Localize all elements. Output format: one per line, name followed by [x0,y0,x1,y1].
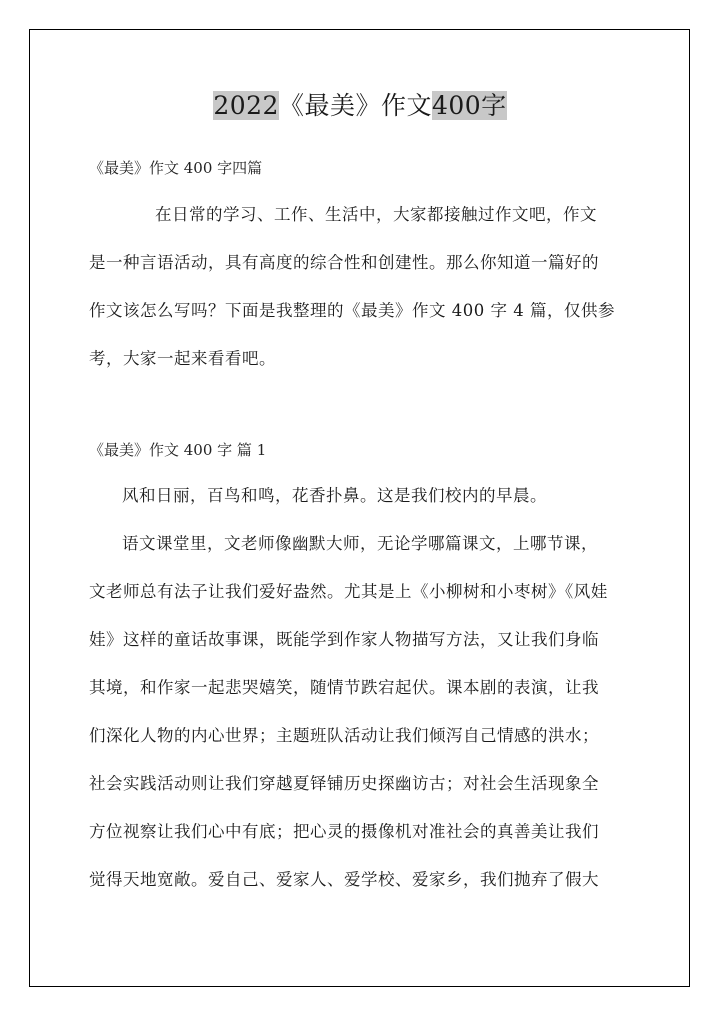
section-line: 娃》这样的童话故事课，既能学到作家人物描写方法，又让我们身临 [89,630,599,649]
section-paragraph-1 [89,472,633,520]
section-line: 风和日丽，百鸟和鸣，花香扑鼻。这是我们校内的早晨。 [122,486,547,505]
intro-line: 考，大家一起来看看吧。 [89,349,276,368]
section-line: 们深化人物的内心世界；主题班队活动让我们倾泻自己情感的洪水； [89,726,599,745]
document-title [211,88,508,124]
section-heading: 《最美》作文 400 字 篇 1 [89,441,267,459]
intro-line: 是一种言语活动，具有高度的综合性和创建性。那么你知道一篇好的 [89,253,599,272]
section-line: 语文课堂里，文老师像幽默大师，无论学哪篇课文，上哪节课， [122,534,598,553]
title-year: 2022 [213,91,279,120]
section-paragraph-2 [89,520,633,904]
title-container [0,88,720,124]
intro-line: 作文该怎么写吗？下面是我整理的《最美》作文 400 字 4 篇，仅供参 [89,301,615,320]
title-name: 《最美》作文 [278,91,432,120]
section-line: 觉得天地宽敞。爱自己、爱家人、爱学校、爱家乡，我们抛弃了假大 [89,870,599,889]
section-line: 社会实践活动则让我们穿越夏铎铺历史探幽访古；对社会生活现象全 [89,774,599,793]
section-line: 方位视察让我们心中有底；把心灵的摄像机对准社会的真善美让我们 [89,822,599,841]
title-unit: 字 [481,91,507,120]
intro-line: 在日常的学习、工作、生活中，大家都接触过作文吧，作文 [155,205,597,224]
section-line: 文老师总有法子让我们爱好盎然。尤其是上《小柳树和小枣树》《风娃 [89,582,608,601]
document-subtitle: 《最美》作文 400 字四篇 [89,159,263,177]
intro-paragraph [89,191,633,383]
title-count: 400 [431,91,482,120]
section-line: 其境，和作家一起悲哭嬉笑，随情节跌宕起伏。课本剧的表演，让我 [89,678,599,697]
